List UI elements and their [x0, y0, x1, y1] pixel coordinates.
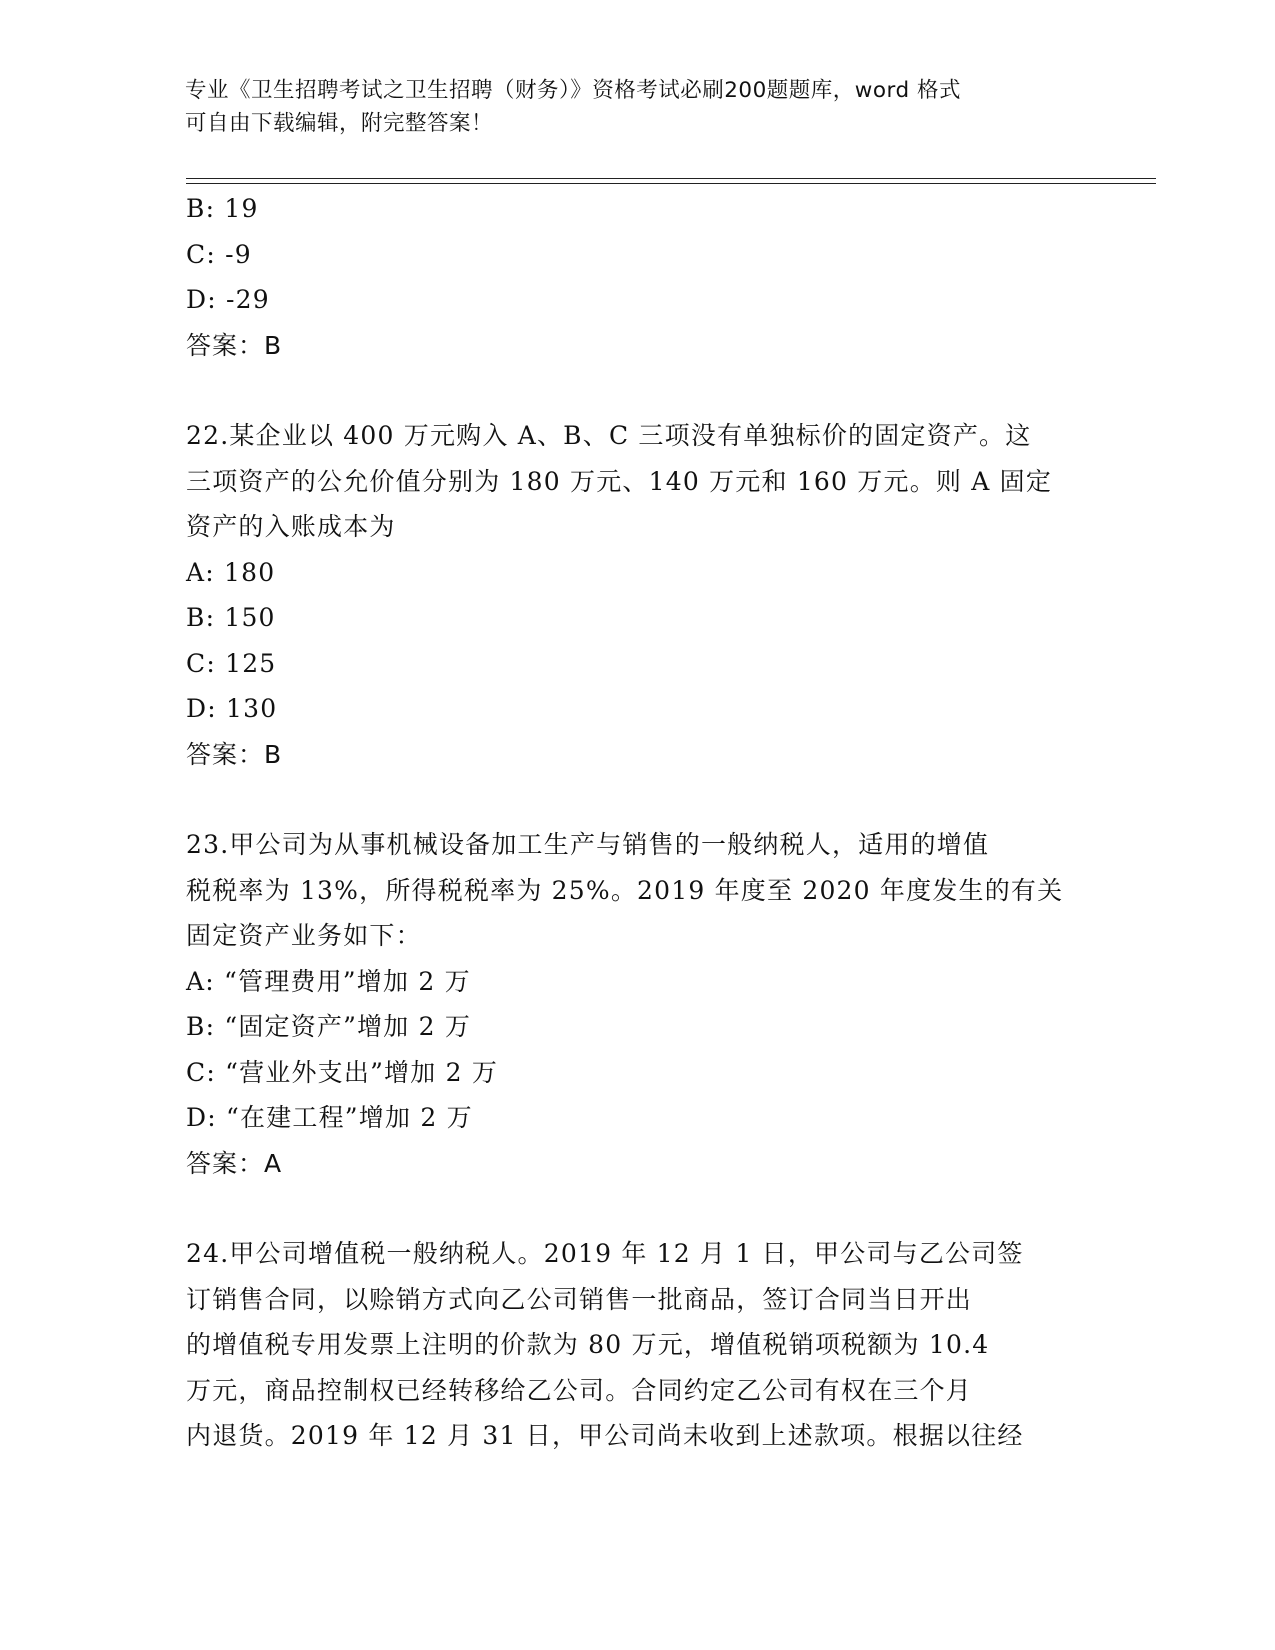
option-c: C: -9 [186, 239, 252, 269]
option-d: D: 130 [186, 694, 278, 723]
spacer [186, 368, 1086, 413]
option-c: C: “营业外支出”增加 2 万 [186, 1057, 499, 1087]
option-d: D: “在建工程”增加 2 万 [186, 1103, 473, 1132]
question-stem-line: 税税率为 13%，所得税税率为 25%。2019 年度至 2020 年度发生的有关 [186, 875, 1064, 905]
question-23 [186, 822, 1086, 1186]
answer-line: 答案：B [186, 739, 283, 769]
question-22 [186, 413, 1086, 777]
header-line-1: 专业《卫生招聘考试之卫生招聘（财务）》资格考试必刷200题题库，word 格式 [185, 78, 961, 103]
option-b: B: “固定资产”增加 2 万 [186, 1012, 472, 1041]
option-a: A: “管理费用”增加 2 万 [186, 966, 471, 996]
question-stem-line: 的增值税专用发票上注明的价款为 80 万元，增值税销项税额为 10.4 [186, 1330, 990, 1359]
spacer [186, 777, 1086, 822]
option-b: B: 19 [186, 194, 259, 223]
question-24 [186, 1231, 1086, 1459]
question-stem-line: 三项资产的公允价值分别为 180 万元、140 万元和 160 万元。则 A 固定 [186, 466, 1053, 496]
answer-line: 答案：A [186, 1148, 283, 1178]
question-stem-line: 24.甲公司增值税一般纳税人。2019 年 12 月 1 日，甲公司与乙公司签 [186, 1239, 1024, 1268]
header-line-2: 可自由下载编辑，附完整答案！ [185, 111, 494, 136]
question-21 [186, 186, 1086, 368]
answer-line: 答案：B [186, 330, 283, 360]
question-stem-line: 万元，商品控制权已经转移给乙公司。合同约定乙公司有权在三个月 [186, 1375, 973, 1405]
question-stem-line: 22.某企业以 400 万元购入 A、B、C 三项没有单独标价的固定资产。这 [186, 421, 1032, 450]
question-content [186, 186, 1086, 1459]
option-c: C: 125 [186, 648, 277, 678]
option-d: D: -29 [186, 285, 270, 314]
question-stem-line: 资产的入账成本为 [186, 512, 396, 541]
question-stem-line: 订销售合同，以赊销方式向乙公司销售一批商品，签订合同当日开出 [186, 1284, 973, 1314]
question-stem-line: 内退货。2019 年 12 月 31 日，甲公司尚未收到上述款项。根据以往经 [186, 1421, 1024, 1450]
question-stem-line: 23.甲公司为从事机械设备加工生产与销售的一般纳税人，适用的增值 [186, 830, 990, 859]
question-stem-line: 固定资产业务如下： [186, 921, 422, 950]
spacer [186, 1186, 1086, 1231]
page-header [185, 74, 1085, 140]
option-a: A: 180 [186, 557, 276, 587]
header-divider [186, 178, 1156, 184]
option-b: B: 150 [186, 603, 276, 632]
